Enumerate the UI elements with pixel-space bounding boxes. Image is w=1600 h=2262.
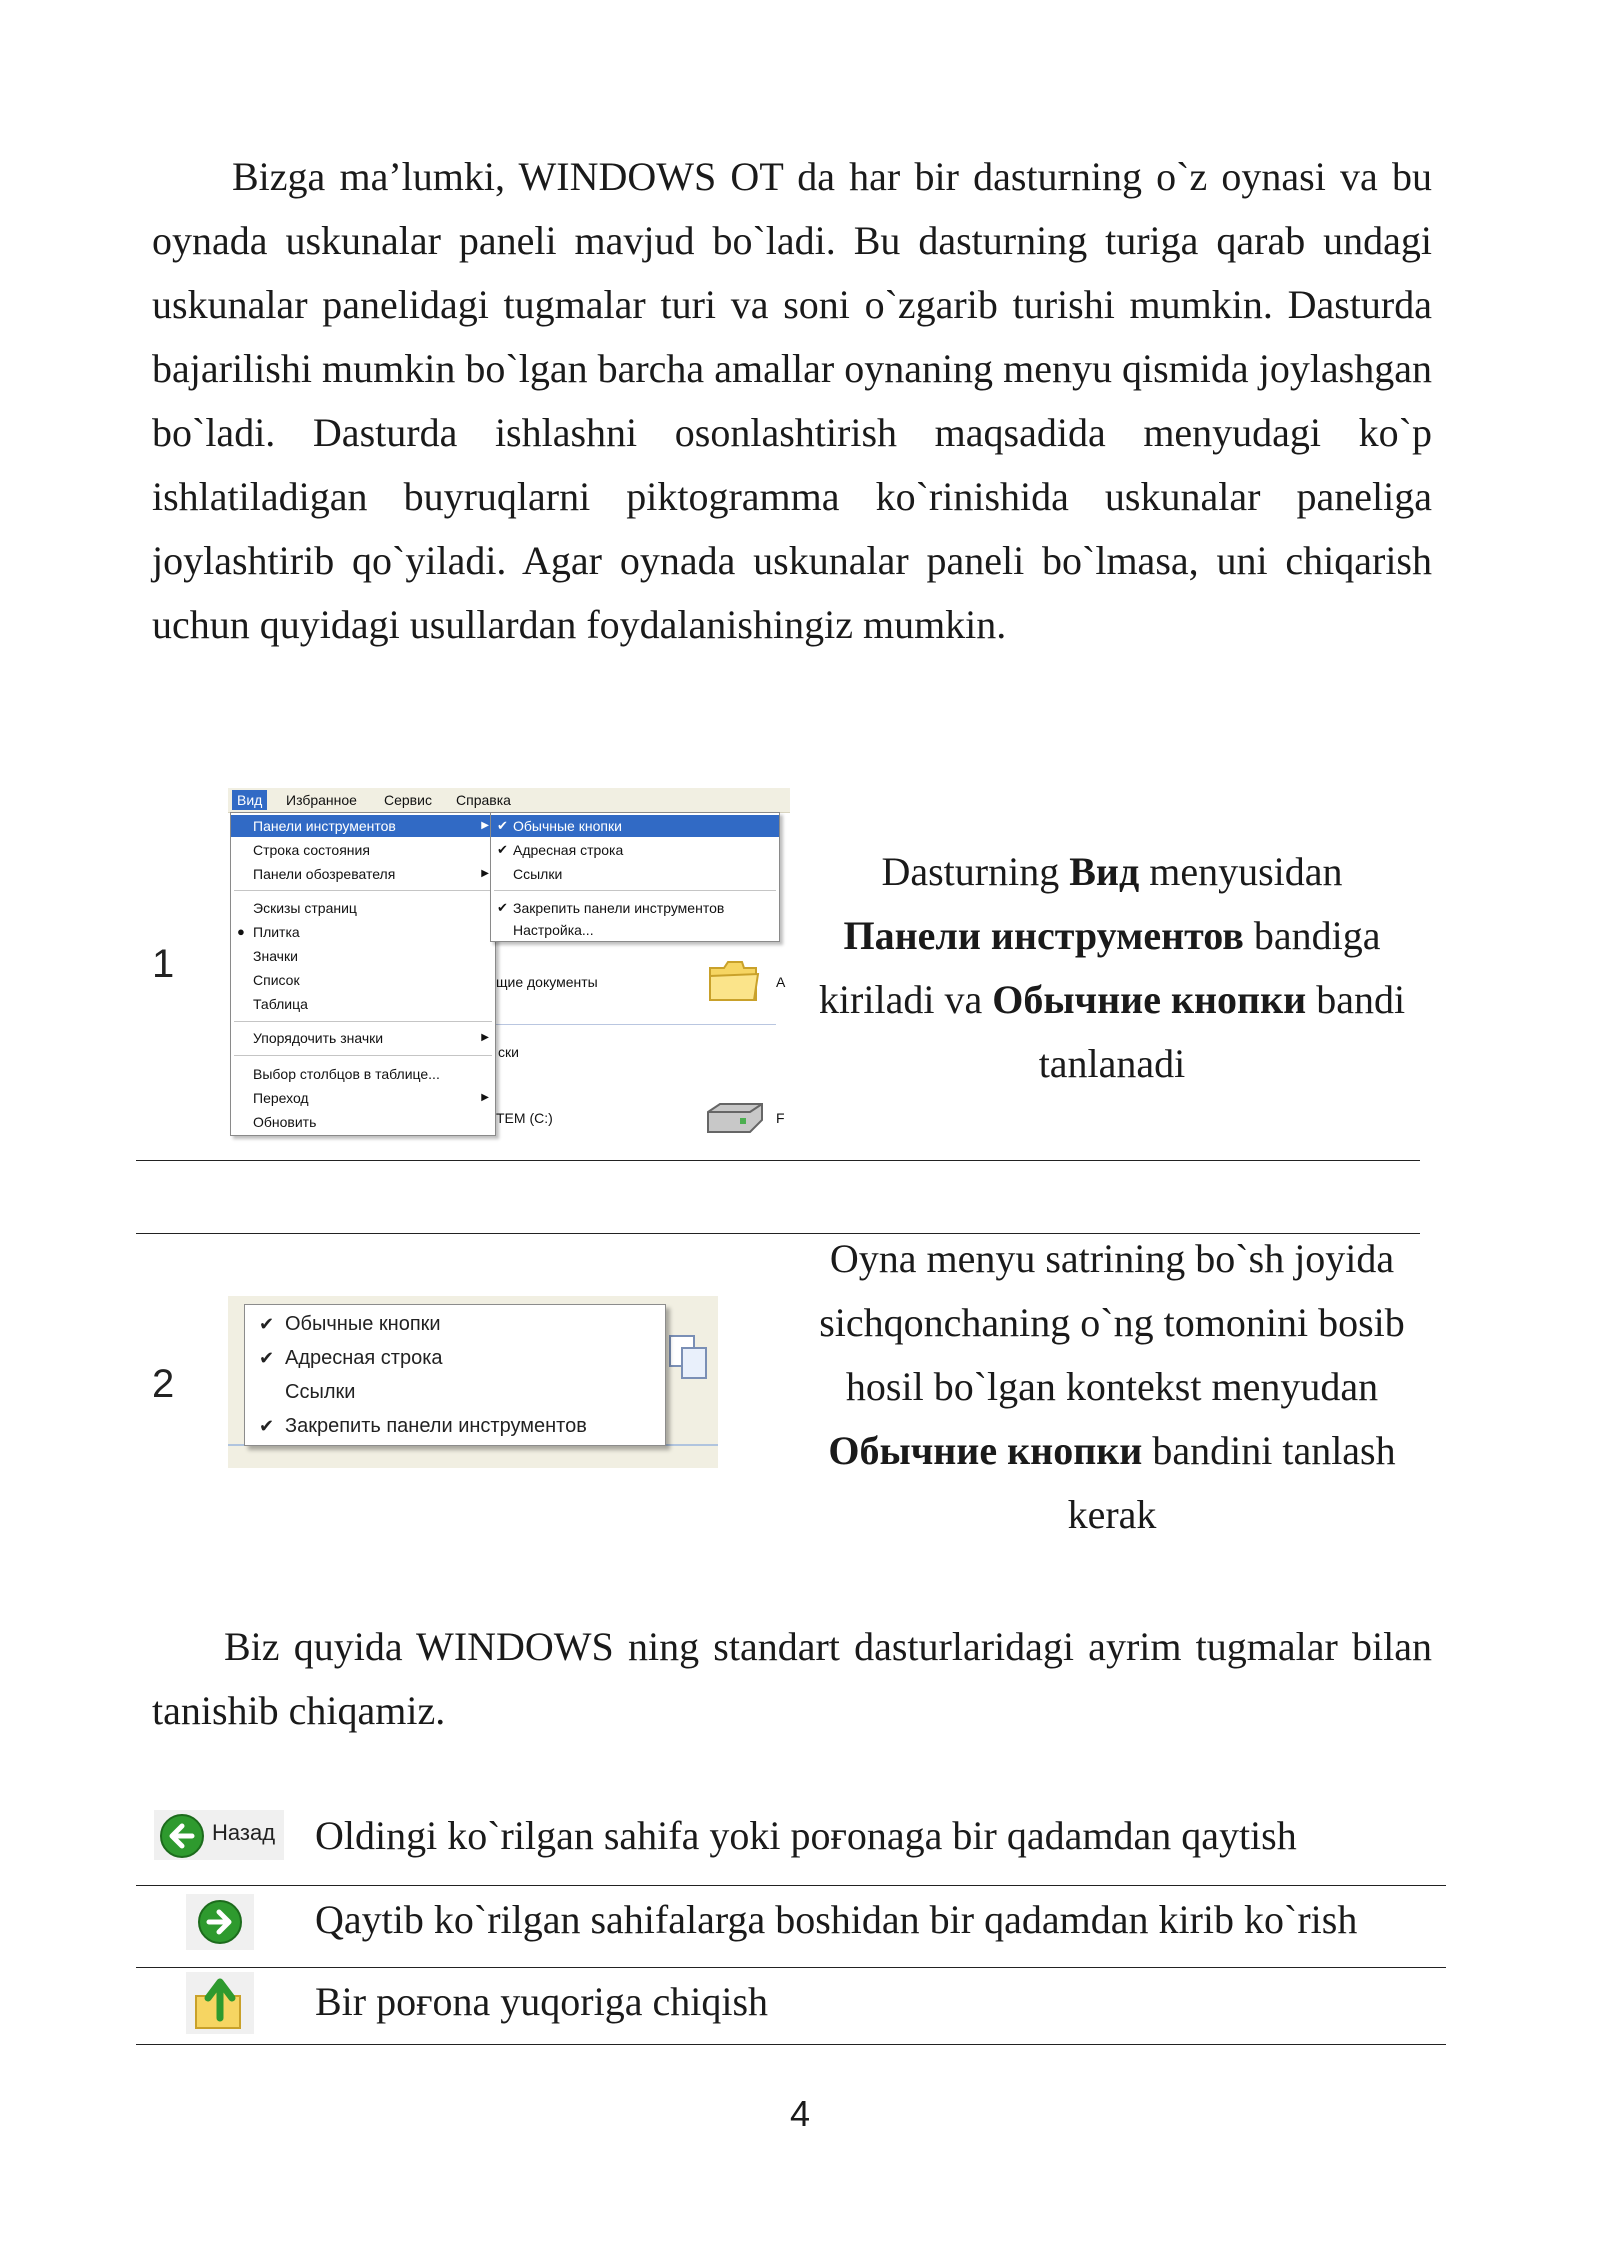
method-description: Dasturning Вид menyusidan Панели инструментов bandiga kiriladi va Обычние кнопки bandi tanlanadi (818, 849, 1406, 1086)
menu-item-thumbnails[interactable]: Эскизы страниц (253, 900, 357, 916)
table-rule (136, 2044, 1446, 2045)
forward-arrow-icon (195, 1897, 245, 1947)
menu-bar (228, 788, 790, 813)
background-text: ТЕМ (C:) (496, 1110, 553, 1126)
submenu-item-standard-buttons[interactable]: ✔ Обычные кнопки (491, 815, 779, 837)
copy-icon (666, 1332, 710, 1384)
table-rule (136, 1967, 1446, 1968)
menu-item-service[interactable]: Сервис (384, 792, 432, 808)
menu-item-view[interactable]: Вид (232, 790, 267, 810)
menu-separator (494, 890, 776, 891)
context-menu-screenshot (228, 1296, 718, 1468)
submenu-item-lock-toolbars[interactable]: ✔ Закрепить панели инструментов (497, 900, 725, 916)
submenu-item-customize[interactable]: Настройка... (513, 922, 594, 938)
buttons-intro: Biz quyida WINDOWS ning standart dasturlaridagi ayrim tugmalar bilan tanishib chiqamiz. (152, 1624, 1432, 1733)
up-button (186, 1972, 254, 2034)
menu-item-status-bar[interactable]: Строка состояния (253, 842, 370, 858)
divider (496, 1024, 776, 1025)
menu-separator (234, 1055, 492, 1056)
menu-item-help[interactable]: Справка (456, 792, 511, 808)
menu-item-details[interactable]: Таблица (253, 996, 308, 1012)
toolbars-submenu (490, 812, 780, 942)
background-text: А (776, 974, 786, 990)
method-number: 1 (152, 942, 175, 986)
menu-item-choose-columns[interactable]: Выбор столбцов в таблице... (253, 1066, 440, 1082)
button-description: Bir poғona yuqoriga chiqish (315, 1979, 769, 2024)
menu-item-favorites[interactable]: Избранное (286, 792, 357, 808)
view-menu (230, 812, 496, 1136)
menu-item-toolbars[interactable]: Панели инструментов ▶ (231, 815, 495, 837)
menu-item-list[interactable]: Список (253, 972, 300, 988)
submenu-item-address-bar[interactable]: ✔ Адресная строка (497, 842, 624, 858)
background-text: ски (498, 1044, 519, 1060)
context-item-address-bar[interactable]: ✔ Адресная строка (259, 1347, 443, 1369)
forward-button (186, 1894, 254, 1950)
context-item-lock-toolbars[interactable]: ✔ Закрепить панели инструментов (259, 1415, 587, 1437)
context-item-links[interactable]: Ссылки (285, 1381, 356, 1403)
menu-item-refresh[interactable]: Обновить (253, 1114, 317, 1130)
drive-icon (702, 1100, 768, 1138)
context-menu (244, 1304, 666, 1446)
back-arrow-icon (158, 1812, 208, 1862)
method-description: Oyna menyu satrining bo`sh joyida sichqonchaning o`ng tomonini bosib hosil bo`lgan kontekst menyudan Обычние кнопки bandini tanlash kerak (819, 1236, 1405, 1537)
menu-item-go-to[interactable]: Переход ▶ (253, 1090, 489, 1106)
folder-icon (706, 956, 762, 1004)
up-folder-icon (192, 1974, 248, 2032)
table-rule (136, 1160, 1420, 1161)
menu-item-explorer-bars[interactable]: Панели обозревателя ▶ (253, 866, 489, 882)
back-button (154, 1810, 284, 1860)
background-text: щие документы (496, 974, 598, 990)
table-rule (136, 1885, 1446, 1886)
view-menu-screenshot (228, 788, 790, 1152)
menu-separator (234, 1021, 492, 1022)
menu-item-tiles[interactable]: ● Плитка (237, 924, 300, 940)
button-description: Oldingi ko`rilgan sahifa yoki poғonaga bir qadamdan qaytish (315, 1813, 1297, 1858)
submenu-item-links[interactable]: Ссылки (513, 866, 563, 882)
context-item-standard-buttons[interactable]: ✔ Обычные кнопки (259, 1313, 441, 1335)
page-number: 4 (789, 2093, 811, 2134)
background-text: F (776, 1110, 785, 1126)
menu-item-icons[interactable]: Значки (253, 948, 298, 964)
button-description: Qaytib ko`rilgan sahifalarga boshidan bir qadamdan kirib ko`rish (315, 1897, 1358, 1942)
method-number: 2 (152, 1362, 175, 1406)
back-label: Назад (212, 1820, 276, 1845)
menu-item-arrange-icons[interactable]: Упорядочить значки ▶ (253, 1030, 489, 1046)
intro-paragraph: Bizga ma’lumki, WINDOWS OT da har bir dasturning o`z oynasi va bu oynada uskunalar paneli mavjud bo`ladi. Bu dasturning turiga qarab undagi uskunalar panelidagi tugmalar turi va soni o`zgarib turishi mumkin. Dasturda bajarilishi mumkin bo`lgan barcha amallar oynaning menyu qismida joylashgan bo`ladi. Dasturda ishlashni osonlashtirish maqsadida menyudagi ko`p ishlatiladigan buyruqlarni piktogramma ko`rinishida uskunalar paneliga joylashtirib qo`yiladi. Agar oynada uskunalar paneli bo`lmasa, uni chiqarish uchun quyidagi usullardan foydalanishingiz mumkin. (152, 154, 1432, 647)
menu-separator (234, 890, 492, 891)
